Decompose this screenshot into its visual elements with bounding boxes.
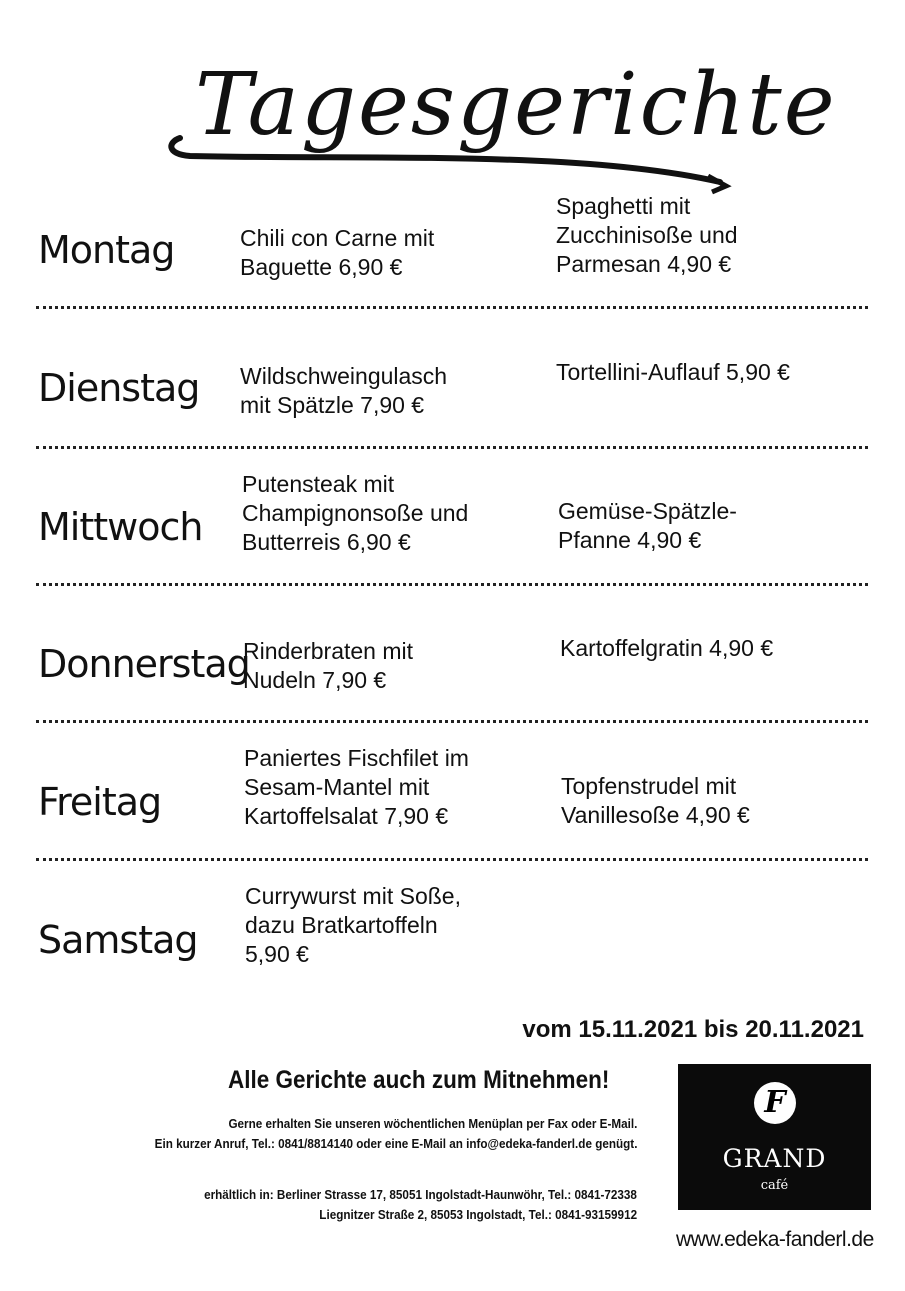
dish-main-mittwoch: Putensteak mit Champignonsoße und Butterreis 6,90 € <box>242 471 469 555</box>
dish-alt-freitag: Topfenstrudel mit Vanillesoße 4,90 € <box>561 773 750 828</box>
contact-text: Ein kurzer Anruf, Tel.: 0841/8814140 oder eine E-Mail an <box>154 1136 466 1151</box>
day-label-mittwoch: Mittwoch <box>38 505 203 549</box>
address-line-2: Liegnitzer Straße 2, 85053 Ingolstadt, Tel.: 0841-93159912 <box>319 1207 637 1222</box>
dish-alt-mittwoch: Gemüse-Spätzle- Pfanne 4,90 € <box>558 498 737 553</box>
takeaway-notice: Alle Gerichte auch zum Mitnehmen! <box>228 1066 610 1094</box>
page-title: Tagesgerichte <box>195 55 837 155</box>
row-divider <box>36 446 868 449</box>
row-divider <box>36 720 868 723</box>
menu-plan-note: Gerne erhalten Sie unseren wöchentlichen Menüplan per Fax oder E-Mail. <box>228 1116 637 1131</box>
dish-alt-montag: Spaghetti mit Zucchinisoße und Parmesan 4,90 € <box>556 193 738 277</box>
dish-main-montag: Chili con Carne mit Baguette 6,90 € <box>240 225 435 280</box>
row-divider <box>36 583 868 586</box>
address-line-1: erhältlich in: Berliner Strasse 17, 85051 Ingolstadt-Haunwöhr, Tel.: 0841-72338 <box>204 1187 637 1202</box>
grand-cafe-logo <box>678 1064 871 1210</box>
dish-alt-donnerstag: Kartoffelgratin 4,90 € <box>560 635 774 661</box>
contact-note <box>154 1134 637 1154</box>
day-label-samstag: Samstag <box>38 918 198 962</box>
logo-subtitle: café <box>760 1178 789 1193</box>
title-underline-swoosh <box>160 120 740 200</box>
dish-main-dienstag: Wildschweingulasch mit Spätzle 7,90 € <box>240 363 448 418</box>
logo-f-icon: F <box>754 1082 796 1124</box>
day-label-donnerstag: Donnerstag <box>38 642 250 686</box>
dish-main-donnerstag: Rinderbraten mit Nudeln 7,90 € <box>243 638 414 693</box>
dish-main-freitag: Paniertes Fischfilet im Sesam-Mantel mit Kartoffelsalat 7,90 € <box>244 745 469 829</box>
day-label-freitag: Freitag <box>38 780 162 824</box>
contact-text-end: genügt. <box>591 1136 637 1151</box>
day-label-dienstag: Dienstag <box>38 366 200 410</box>
dish-alt-dienstag: Tortellini-Auflauf 5,90 € <box>556 359 790 385</box>
website-link[interactable]: www.edeka-fanderl.de <box>676 1228 874 1251</box>
dish-main-samstag: Currywurst mit Soße, dazu Bratkartoffeln 5,90 € <box>245 883 461 967</box>
day-label-montag: Montag <box>38 228 175 272</box>
row-divider <box>36 858 868 861</box>
contact-email-link[interactable]: info@edeka-fanderl.de <box>465 1136 592 1151</box>
logo-name: GRAND <box>722 1144 827 1173</box>
row-divider <box>36 306 868 309</box>
validity-period: vom 15.11.2021 bis 20.11.2021 <box>522 1016 864 1043</box>
